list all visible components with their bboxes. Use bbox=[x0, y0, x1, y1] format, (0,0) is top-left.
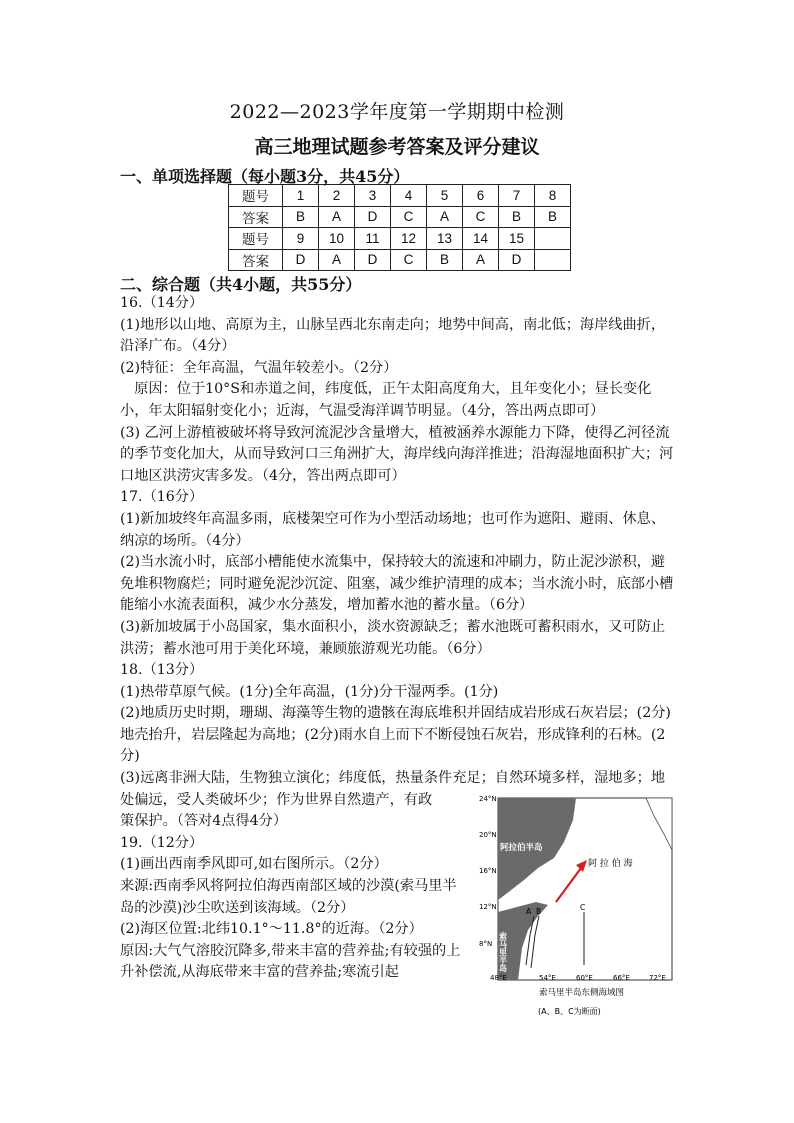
table-cell: 答案 bbox=[229, 249, 283, 271]
table-row bbox=[229, 185, 571, 207]
arabia-label: 阿拉伯半岛 bbox=[500, 843, 543, 853]
q19-part2: (2)海区位置:北纬10.1°～11.8°的近海。（2分） bbox=[120, 921, 423, 938]
map-note: (A、B、C为断面) bbox=[538, 1007, 601, 1016]
q18-part1: (1)热带草原气候。(1分)全年高温，(1分)分干湿两季。(1分) bbox=[120, 683, 499, 700]
table-cell: B bbox=[427, 249, 463, 271]
table-cell: 14 bbox=[463, 228, 499, 250]
section2-heading: 二、综合题（共4小题，共55分） bbox=[120, 275, 362, 294]
q17-part2: (2)当水流小时，底部小槽能使水流集中，保持较大的流速和冲刷力，防止泥沙淤积，避免堆积物腐烂；同时避免泥沙沉淀、阻塞，减少维护清理的成本；当水流小时，底部小槽能缩小水流表面积，减少水分蒸发，增加蓄水池的蓄水量。（6分） bbox=[120, 554, 674, 614]
table-cell: 5 bbox=[427, 185, 463, 207]
q16-part1: (1)地形以山地、高原为主，山脉呈西北东南走向；地势中间高，南北低；海岸线曲折，沿泽广布。（4分） bbox=[120, 316, 666, 355]
table-cell: 3 bbox=[355, 185, 391, 207]
q18-heading: 18.（13分） bbox=[120, 662, 204, 679]
q18-part3: (3)远离非洲大陆，生物独立演化；纬度低，热量条件充足；自然环境多样，湿地多；地处偏远，受人类破坏少；作为世界自然遗产，有政 bbox=[120, 770, 666, 808]
q18-part3-cont: 策保护。（答对4点得4分） bbox=[120, 813, 288, 830]
table-cell: A bbox=[319, 206, 355, 228]
q17-heading: 17.（16分） bbox=[120, 489, 204, 506]
q16-part3: (3) 乙河上游植被破坏将导致河流泥沙含量增大，植被涵养水源能力下降，使得乙河径流的季节变化加大，从而导致河口三角洲扩大，海岸线向海洋推进；沿海湿地面积扩大；河口地区洪涝灾害多发。（4分，答出两点即可） bbox=[120, 424, 674, 484]
somalia-sea-map bbox=[476, 790, 686, 1022]
table-cell bbox=[535, 228, 571, 250]
table-cell: 题号 bbox=[229, 185, 283, 207]
answer-table bbox=[228, 184, 571, 271]
table-cell bbox=[535, 249, 571, 271]
lat-label: 16°N bbox=[479, 867, 497, 875]
q16-heading: 16.（14分） bbox=[120, 295, 204, 311]
point-a-label: A bbox=[526, 907, 532, 916]
lat-label: 12°N bbox=[479, 903, 497, 911]
table-cell: 9 bbox=[283, 228, 319, 250]
table-cell: 题号 bbox=[229, 228, 283, 250]
lon-label: 48°E bbox=[490, 974, 507, 982]
page-subtitle: 高三地理试题参考答案及评分建议 bbox=[254, 136, 540, 158]
lat-label: 20°N bbox=[479, 831, 497, 839]
somalia-label: 索马里半岛 bbox=[498, 932, 508, 972]
lon-label: 54°E bbox=[539, 974, 556, 982]
q16-part2-reason: 原因：位于10°S和赤道之间，纬度低，正午太阳高度角大，且年变化小；昼长变化小，年太阳辐射变化小；近海，气温受海洋调节明显。（4分，答出两点即可） bbox=[120, 381, 652, 419]
table-row bbox=[229, 206, 571, 228]
table-cell: D bbox=[283, 249, 319, 271]
q19-part1: (1)画出西南季风即可,如右图所示。（2分） bbox=[120, 856, 388, 873]
table-row bbox=[229, 228, 571, 250]
q17-part3: (3)新加坡属于小岛国家，集水面积小，淡水资源缺乏；蓄水池既可蓄积雨水，又可防止洪涝；蓄水池可用于美化环境，兼顾旅游观光功能。（6分） bbox=[120, 618, 666, 657]
lat-label: 24°N bbox=[479, 795, 497, 803]
q16-part2-feature: (2)特征：全年高温，气温年较差小。（2分） bbox=[120, 359, 398, 376]
table-row bbox=[229, 249, 571, 271]
table-cell: 1 bbox=[283, 185, 319, 207]
q19-reason: 原因:大气气溶胶沉降多,带来丰富的营养盐;有较强的上升补偿流,从海底带来丰富的营养盐;寒流引起 bbox=[120, 942, 461, 981]
table-cell: A bbox=[319, 249, 355, 271]
table-cell: C bbox=[391, 206, 427, 228]
table-cell: B bbox=[535, 206, 571, 228]
section1-heading: 一、单项选择题（每小题3分，共45分） bbox=[120, 167, 410, 186]
q18-part2: (2)地质历史时期，珊瑚、海藻等生物的遗骸在海底堆积并固结成岩形成石灰岩层；(2分)地壳抬升，岩层隆起为高地；(2分)雨水自上而下不断侵蚀石灰岩，形成锋利的石林。(2分) bbox=[120, 705, 671, 765]
table-cell: C bbox=[391, 249, 427, 271]
table-cell: B bbox=[283, 206, 319, 228]
point-b-label: B bbox=[536, 907, 542, 916]
table-cell: 2 bbox=[319, 185, 355, 207]
table-cell: 7 bbox=[499, 185, 535, 207]
q17-part1: (1)新加坡终年高温多雨，底楼架空可作为小型活动场地；也可作为遮阳、避雨、休息、纳凉的场所。（4分） bbox=[120, 510, 666, 549]
table-cell: 15 bbox=[499, 228, 535, 250]
table-cell: 13 bbox=[427, 228, 463, 250]
table-cell: D bbox=[499, 249, 535, 271]
table-cell: 11 bbox=[355, 228, 391, 250]
lon-label: 66°E bbox=[613, 974, 630, 982]
table-cell: D bbox=[355, 249, 391, 271]
table-cell: A bbox=[463, 249, 499, 271]
table-cell: 10 bbox=[319, 228, 355, 250]
q19-heading: 19.（12分） bbox=[120, 834, 204, 851]
table-cell: 答案 bbox=[229, 206, 283, 228]
table-cell: D bbox=[355, 206, 391, 228]
table-cell: 6 bbox=[463, 185, 499, 207]
table-cell: A bbox=[427, 206, 463, 228]
table-cell: 12 bbox=[391, 228, 427, 250]
q19-source: 来源:西南季风将阿拉伯海西南部区域的沙漠(索马里半岛的沙漠)沙尘吹送到该海域。（2分） bbox=[120, 878, 457, 916]
page-title: 2022—2023学年度第一学期期中检测 bbox=[229, 101, 565, 123]
table-cell: 8 bbox=[535, 185, 571, 207]
lon-label: 72°E bbox=[649, 974, 666, 982]
lon-label: 60°E bbox=[576, 974, 593, 982]
table-cell: 4 bbox=[391, 185, 427, 207]
point-c-label: C bbox=[580, 903, 586, 912]
table-cell: B bbox=[499, 206, 535, 228]
table-cell: C bbox=[463, 206, 499, 228]
sea-label: 阿 拉 伯 海 bbox=[588, 859, 633, 869]
lat-label: 8°N bbox=[479, 940, 493, 948]
map-caption: 索马里半岛东侧海域图 bbox=[539, 988, 625, 998]
